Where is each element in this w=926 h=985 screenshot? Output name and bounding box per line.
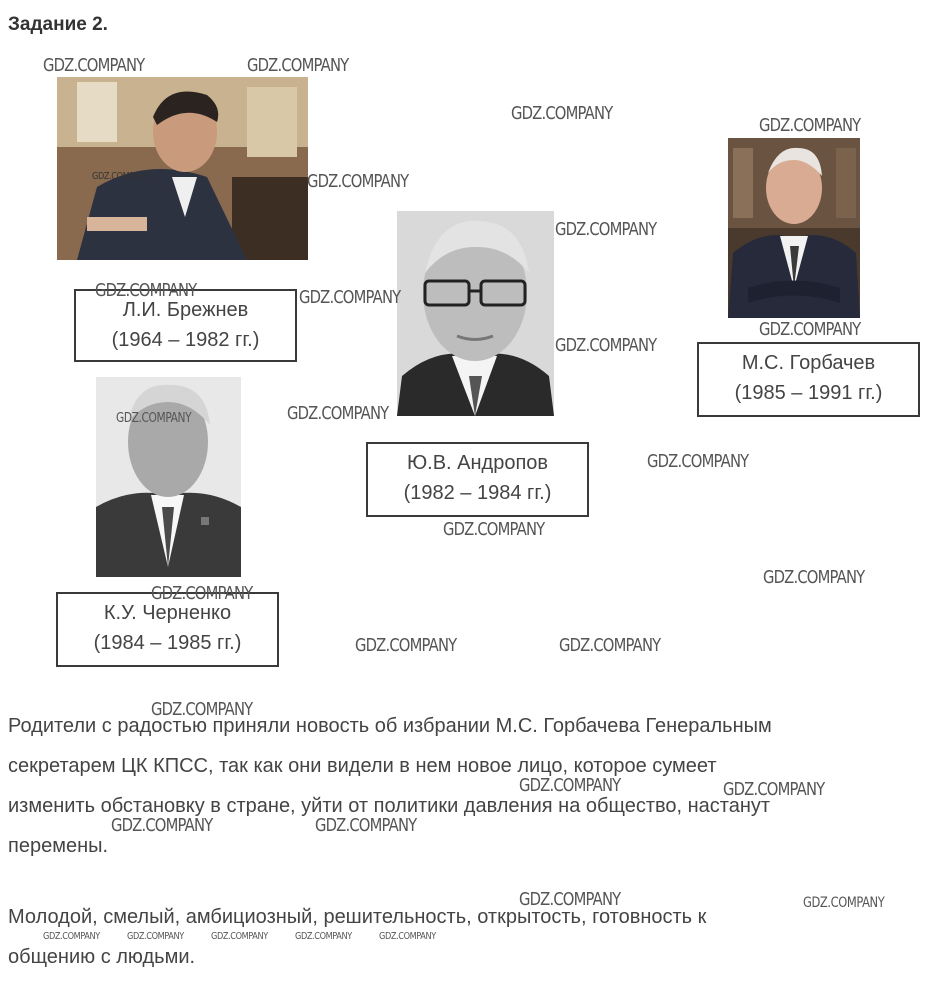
- paragraph-1-line-3: изменить обстановку в стране, уйти от политики давления на общество, настанут: [8, 795, 771, 817]
- andropov-photo: [397, 211, 554, 416]
- paragraph-2-line-2: общению с людьми.: [8, 946, 196, 968]
- watermark: GDZ.COMPANY: [763, 567, 865, 588]
- watermark: GDZ.COMPANY: [151, 699, 253, 720]
- watermark: GDZ.COMPANY: [759, 319, 861, 340]
- watermark: GDZ.COMPANY: [247, 55, 349, 76]
- chernenko-years: (1984 – 1985 гг.): [93, 632, 242, 654]
- gorbachev-photo: [728, 138, 860, 318]
- watermark: GDZ.COMPANY: [355, 635, 457, 656]
- watermark: GDZ.COMPANY: [519, 775, 621, 796]
- paragraph-1-line-1: Родители с радостью приняли новость об избрании М.С. Горбачева Генеральным: [8, 715, 772, 737]
- task-heading: Задание 2.: [8, 14, 108, 35]
- watermark: GDZ.COMPANY: [116, 411, 192, 426]
- watermark: GDZ.COMPANY: [295, 931, 352, 942]
- andropov-caption: [366, 442, 589, 517]
- paragraph-1-line-2: секретарем ЦК КПСС, так как они видели в нем новое лицо, которое сумеет: [8, 755, 717, 777]
- watermark: GDZ.COMPANY: [759, 115, 861, 136]
- watermark: GDZ.COMPANY: [43, 931, 100, 942]
- chernenko-photo: [96, 377, 241, 577]
- gorbachev-years: (1985 – 1991 гг.): [734, 382, 883, 404]
- watermark: GDZ.COMPANY: [555, 219, 657, 240]
- paragraph-2-line-1: Молодой, смелый, амбициозный, решительность, открытость, готовность к: [8, 906, 707, 928]
- watermark: GDZ.COMPANY: [95, 280, 197, 301]
- watermark: GDZ.COMPANY: [511, 103, 613, 124]
- watermark: GDZ.COMPANY: [211, 931, 268, 942]
- watermark: GDZ.COMPANY: [111, 815, 213, 836]
- watermark: GDZ.COMPANY: [379, 931, 436, 942]
- watermark: GDZ.COMPANY: [803, 895, 885, 911]
- chernenko-name: К.У. Черненко: [103, 602, 232, 624]
- paragraph-1-line-4: перемены.: [8, 835, 109, 857]
- brezhnev-photo: [57, 77, 308, 260]
- watermark: GDZ.COMPANY: [559, 635, 661, 656]
- andropov-years: (1982 – 1984 гг.): [403, 482, 552, 504]
- watermark: GDZ.COMPANY: [723, 779, 825, 800]
- watermark: GDZ.COMPANY: [519, 889, 621, 910]
- watermark: GDZ.COMPANY: [307, 171, 409, 192]
- watermark: GDZ.COMPANY: [92, 171, 149, 182]
- gorbachev-caption: [697, 342, 920, 417]
- andropov-name: Ю.В. Андропов: [406, 452, 549, 474]
- watermark: GDZ.COMPANY: [151, 583, 253, 604]
- watermark: GDZ.COMPANY: [299, 287, 401, 308]
- gorbachev-name: М.С. Горбачев: [741, 352, 876, 374]
- brezhnev-name: Л.И. Брежнев: [122, 299, 249, 321]
- watermark: GDZ.COMPANY: [647, 451, 749, 472]
- watermark: GDZ.COMPANY: [443, 519, 545, 540]
- watermark: GDZ.COMPANY: [555, 335, 657, 356]
- watermark: GDZ.COMPANY: [287, 403, 389, 424]
- watermark: GDZ.COMPANY: [127, 931, 184, 942]
- watermark: GDZ.COMPANY: [43, 55, 145, 76]
- watermark: GDZ.COMPANY: [315, 815, 417, 836]
- brezhnev-years: (1964 – 1982 гг.): [111, 329, 260, 351]
